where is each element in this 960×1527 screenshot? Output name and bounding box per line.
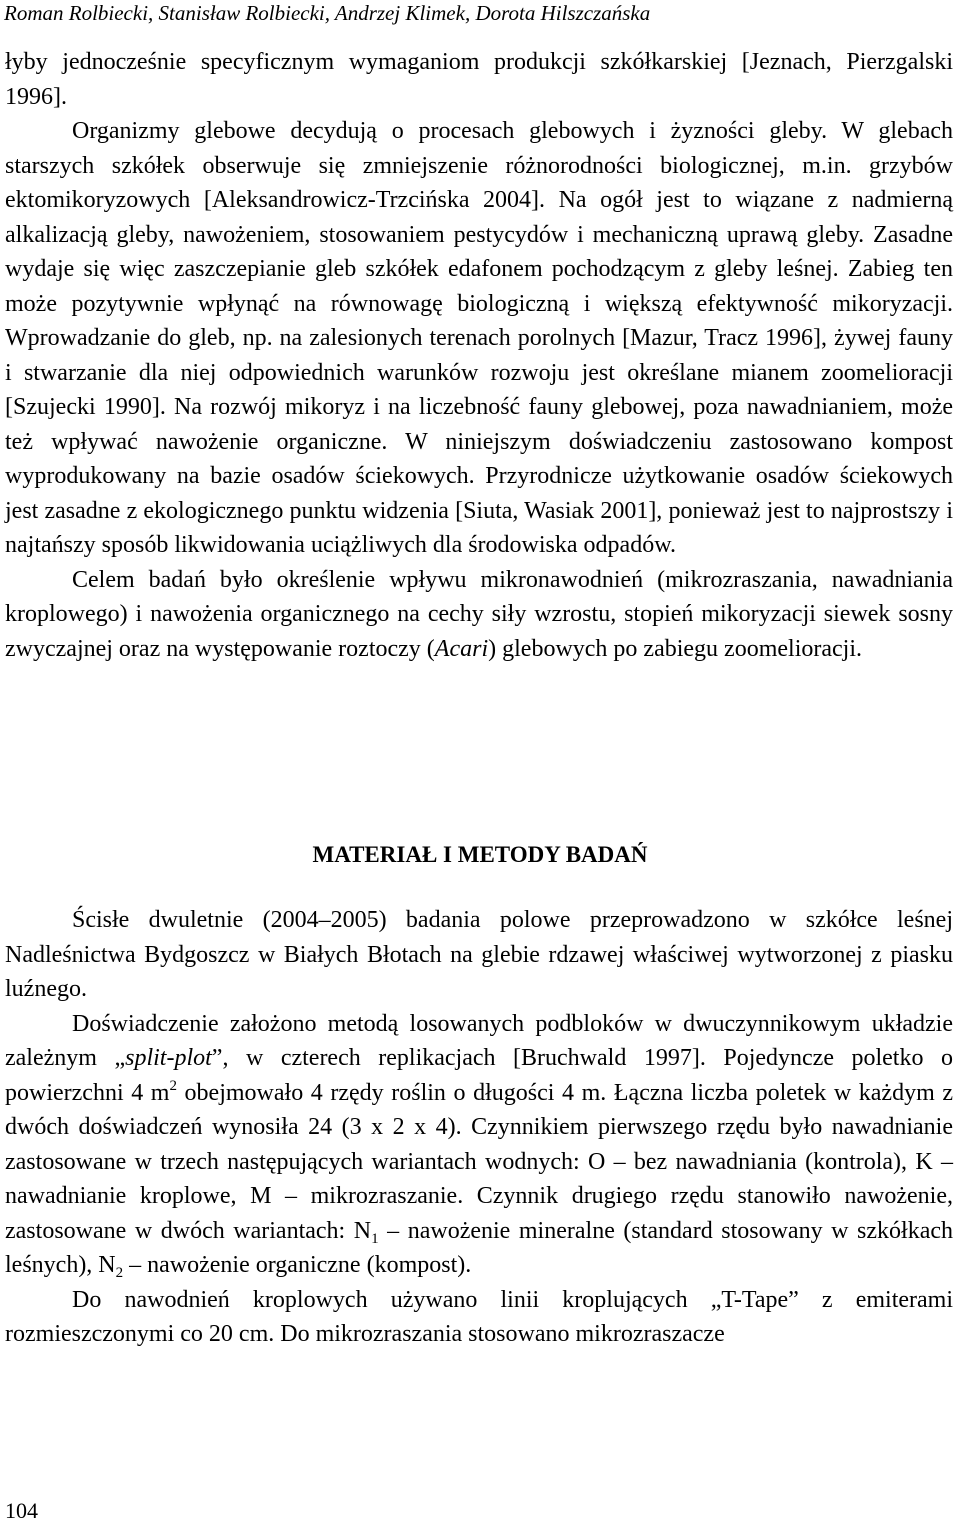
aim-italic-term: Acari: [434, 635, 489, 662]
methods-text: [5, 903, 953, 1352]
design-text-b: ”, w czterech replikacjach [Bruchwald 1997]. Pojedyncze poletko o powierzchni 4 m: [5, 1045, 953, 1106]
running-header: Roman Rolbiecki, Stanisław Rolbiecki, Andrzej Klimek, Dorota Hilszczańska: [4, 1, 651, 25]
methods-paragraph-site: Ścisłe dwuletnie (2004–2005) badania polowe przeprowadzono w szkółce leśnej Nadleśnictwa Bydgoszcz w Białych Błotach na glebie rdzawej właściwej wytworzonej z piasku luźnego.: [5, 907, 953, 1002]
design-subscript-2: 2: [115, 1265, 124, 1281]
design-superscript: 2: [169, 1077, 177, 1094]
design-italic-term: split-plot: [125, 1045, 212, 1071]
design-text-d: – nawożenie mineralne (standard stosowany w szkółkach leśnych), N: [5, 1217, 953, 1278]
intro-paragraph-aim: [5, 563, 953, 667]
design-text-a: Doświadczenie założono metodą losowanych podbloków w dwuczynnikowym układzie zależnym „: [5, 1010, 953, 1071]
methods-paragraph-design: [5, 1007, 953, 1283]
design-subscript-1: 1: [371, 1230, 379, 1247]
section-heading: MATERIAŁ I METODY BADAŃ: [312, 842, 648, 867]
aim-text-start: Celem badań było określenie wpływu mikronawodnień (mikrozraszania, nawadniania kroplowego) i nawożenia organicznego na cechy siły wzrostu, stopień mikoryzacji siewek sosny zwyczajnej oraz na występowanie roztoczy (: [5, 566, 953, 662]
design-text-e: – nawożenie organiczne (kompost).: [123, 1252, 472, 1278]
intro-paragraph-soil-organisms: Organizmy glebowe decydują o procesach glebowych i żyzności gleby. W glebach starszych szkółek obserwuje się zmniejszenie różnorodności biologicznej, m.in. grzybów ektomikoryzowych [Aleksandrowicz-Trzcińska 2004]. Na ogół jest to wiązane z nadmierną alkalizacją gleby, nawożeniem, stosowaniem pestycydów i mechaniczną uprawą gleby. Zasadne wydaje się więc zaszczepianie gleb szkółek edafonem pochodzącym z gleby leśnej. Zabieg ten może pozytywnie wpłynąć na równowagę biologiczną i większą efektywność mikoryzacji. Wprowadzanie do gleb, np. na zalesionych terenach porolnych [Mazur, Tracz 1996], żywej fauny i stwarzanie dla niej odpowiednich warunków rozwoju jest określane mianem zoomelioracji [Szujecki 1990]. Na rozwój mikoryz i na liczebność fauny glebowej, poza nawadnianiem, może też wpływać nawożenie organiczne. W niniejszym doświadczeniu zastosowano kompost wyprodukowany na bazie osadów ściekowych. Przyrodnicze użytkowanie osadów ściekowych jest zasadne z ekologicznego punktu widzenia [Siuta, Wasiak 2001], ponieważ jest to najprostszy i najtańszy sposób likwidowania uciążliwych dla środowiska odpadów.: [5, 118, 953, 558]
intro-paragraph-continued: łyby jednocześnie specyficznym wymaganiom produkcji szkółkarskiej [Jeznach, Pierzgalski 1996].: [5, 49, 953, 110]
page-number: 104: [5, 1498, 38, 1523]
aim-text-end: ) glebowych po zabiegu zoomelioracji.: [488, 635, 862, 662]
methods-paragraph-irrigation: Do nawodnień kroplowych używano linii kroplujących „T-Tape” z emiterami rozmieszczonymi co 20 cm. Do mikrozraszania stosowano mikrozraszacze: [5, 1286, 953, 1347]
design-text-c: obejmowało 4 rzędy roślin o długości 4 m. Łączna liczba poletek w każdym z dwóch doświadczeń wynosiła 24 (3 x 2 x 4). Czynnikiem pierwszego rzędu było nawadnianie zastosowane w trzech następujących wariantach wodnych: O – bez nawadniania (kontrola), K – nawadnianie kroplowe, M – mikrozraszanie. Czynnik drugiego rzędu stanowiło nawożenie, zastosowane w dwóch wariantach: N: [5, 1079, 953, 1244]
intro-text: [5, 45, 953, 666]
